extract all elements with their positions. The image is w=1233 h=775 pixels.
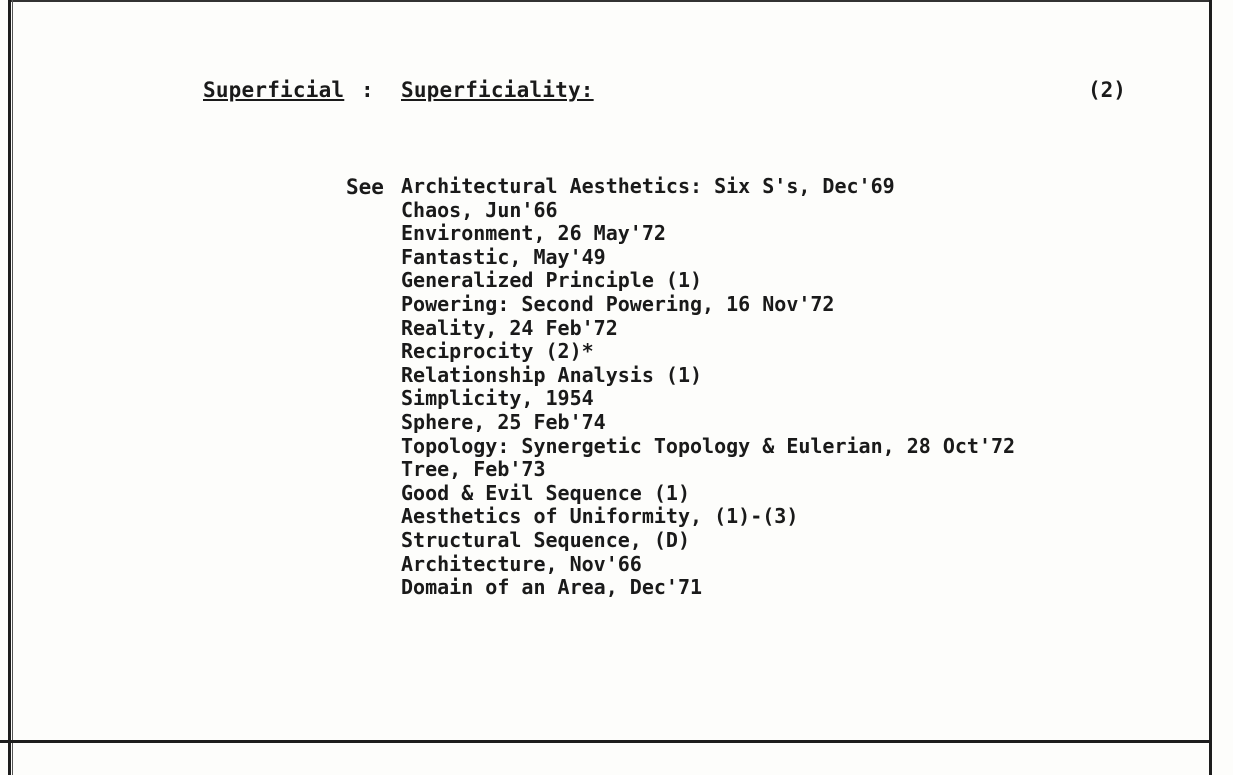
heading-separator: : <box>361 78 374 102</box>
list-item: Reciprocity (2)* <box>401 339 594 364</box>
see-label: See <box>346 175 384 199</box>
list-item: Fantastic, May'49 <box>401 244 606 269</box>
list-item: Aesthetics of Uniformity, (1)-(3) <box>401 504 799 529</box>
list-item: Chaos, Jun'66 <box>401 197 558 222</box>
list-item: Environment, 26 May'72 <box>401 221 666 246</box>
list-item: Topology: Synergetic Topology & Eulerian, 28 Oct'72 <box>401 433 1016 458</box>
cross-reference-list <box>401 175 1015 600</box>
list-item: Tree, Feb'73 <box>401 457 546 482</box>
heading-secondary: Superficiality: <box>401 78 594 102</box>
list-item: Reality, 24 Feb'72 <box>401 315 618 340</box>
list-item: Domain of an Area, Dec'71 <box>401 575 703 600</box>
card-left-border <box>8 0 11 775</box>
list-item: Simplicity, 1954 <box>401 386 594 411</box>
card-top-border <box>8 0 1212 2</box>
list-item: Structural Sequence, (D) <box>401 527 690 552</box>
list-item: Architectural Aesthetics: Six S's, Dec'69 <box>401 174 895 198</box>
list-item: Good & Evil Sequence (1) <box>401 480 690 505</box>
card-bottom-border <box>0 740 1212 743</box>
card-right-border <box>1209 0 1212 775</box>
page-number: (2) <box>1088 78 1126 102</box>
list-item: Generalized Principle (1) <box>401 268 703 293</box>
list-item: Sphere, 25 Feb'74 <box>401 409 606 434</box>
list-item: Architecture, Nov'66 <box>401 551 642 576</box>
list-item: Powering: Second Powering, 16 Nov'72 <box>401 291 835 316</box>
list-item: Relationship Analysis (1) <box>401 362 703 387</box>
card-left-inner-border <box>12 0 13 775</box>
heading-primary: Superficial <box>203 78 345 102</box>
